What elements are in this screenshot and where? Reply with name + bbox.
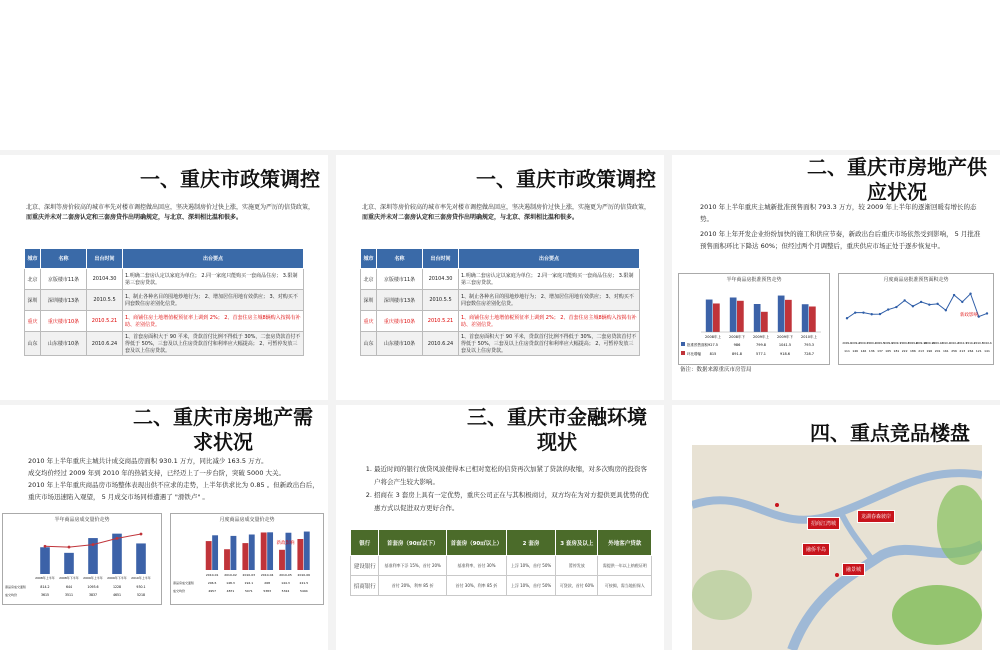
data-label: 121 [975, 349, 982, 353]
tick-label: 2010年上半年 [131, 576, 151, 580]
data-label: 986 [733, 343, 741, 347]
tick-label: 2008年上半年 [35, 576, 55, 580]
badge-label: 新政影响 [276, 541, 295, 546]
legend-label: 成交均价 [173, 589, 186, 593]
supply-month-chart [838, 273, 994, 365]
policy-table [360, 248, 640, 356]
cell: 首付 30%，利率 85 折 [446, 576, 506, 596]
table-row [361, 269, 640, 290]
data-point [912, 305, 914, 307]
data-label: 213 [918, 349, 924, 353]
legend-label: 商品房成交面积 [173, 581, 195, 585]
slide-finance[interactable] [336, 405, 664, 650]
cell-city: 北京 [25, 269, 41, 290]
tick-label: 2009-8 [900, 342, 910, 345]
tick-label: 2009-4 [867, 342, 877, 345]
tick-label: 2010-06 [297, 573, 311, 577]
data-label: 144.3 [281, 581, 290, 585]
data-label: 5071 [245, 589, 253, 593]
tick-label: 2009-7 [891, 342, 902, 345]
cell-name: 重庆楼市10条 [41, 311, 87, 332]
data-label: 264 [967, 349, 974, 353]
chart-title: 半年商品房成交量价走势 [54, 517, 110, 523]
tick-label: 2009-10 [915, 342, 927, 345]
slide-title: 一、重庆市政策调控 [476, 167, 656, 191]
chart-svg [171, 514, 323, 604]
cell-points: 1、首套房面积大于 90 平米，贷款首付比例不得低于 30%，二套房贷款首付不得低于 50%，三套及以上住房贷款首付和利率应大幅提高； 2、可暂停发放三套及以上住房贷款。 [459, 332, 640, 356]
data-point [928, 303, 930, 305]
data-label: 186 [910, 349, 916, 353]
data-label: 3837 [88, 593, 98, 597]
intro-plain: 北京、深圳等房价较高的城市率先对楼市调控做出回应，坚决遏制房价过快上涨，实施更为严厉的信贷政策， [26, 204, 315, 211]
bar [206, 541, 212, 570]
cell-points: 1.明确二套房认定以家庭为单位； 2.同一家庭只能购买一套商品住房； 3.限制第三套房贷款。 [123, 269, 304, 290]
chart-svg [3, 514, 161, 604]
slide-title: 四、重点竞品楼盘 [810, 421, 970, 445]
data-label: 1041.5 [778, 343, 792, 347]
data-label: 161 [942, 349, 949, 353]
data-point [986, 312, 988, 314]
bar [279, 550, 285, 570]
tick-label: 2008年下 [729, 335, 745, 339]
cell-points: 1、制止各种名目的囤地炒地行为； 2、增加居住用地有效供应； 3、对购买不同套数住房差别化信贷。 [123, 290, 304, 311]
cell-date: 20104.30 [423, 269, 459, 290]
data-label: 5218 [136, 593, 146, 597]
data-point [887, 308, 889, 310]
data-label: 814.2 [40, 585, 50, 589]
bar [297, 539, 303, 570]
cell: 首付 20%，利率 85 折 [379, 576, 447, 596]
blank-header-area [0, 0, 1000, 150]
tick-label: 2009-9 [908, 342, 918, 345]
data-label: 196 [926, 349, 933, 353]
data-label: 3511 [64, 593, 74, 597]
data-label: 213 [959, 349, 966, 353]
tick-label: 2009-12 [932, 342, 944, 345]
chart-svg [839, 274, 993, 364]
tick-label: 2009年下 [777, 335, 793, 339]
competitor-map[interactable] [692, 445, 982, 650]
th-first-small: 首套房（90㎡以下） [379, 530, 447, 556]
tick-label: 2009-3 [858, 342, 869, 345]
list-item: 2. 招商在 3 套房上具有一定优势，重庆公司正在与其积极商讨，双方均在为对方提供更具优势的优惠方式以促进双方更好合作。 [374, 489, 650, 515]
intro-plain: 北京、深圳等房价较高的城市率先对楼市调控做出回应，坚决遏制房价过快上涨，实施更为严厉的信贷政策， [362, 204, 651, 211]
cell-city: 深圳 [361, 290, 377, 311]
tick-label: 2009-2 [850, 342, 860, 345]
data-label: 918.6 [779, 352, 791, 356]
demand-p2: 成交均价经过 2009 年到 2010 年的热销支持，已经迈上了一步台阶，突破 5000 大关。 [28, 469, 286, 477]
bar [136, 543, 146, 574]
data-label: 165 [885, 349, 892, 353]
cell-date: 2010.5.21 [87, 311, 123, 332]
bar [713, 303, 720, 332]
bar [242, 543, 248, 570]
bar [754, 304, 761, 332]
tick-label: 2010-05 [279, 573, 292, 577]
data-label: 4957 [208, 589, 216, 593]
tick-label: 2010-04 [260, 573, 274, 577]
tick-label: 2010-4 [965, 342, 976, 345]
map-label[interactable]: 招商江湾城 [807, 517, 840, 530]
th-points: 出台要点 [459, 249, 640, 269]
tick-label: 2010-2 [949, 342, 959, 345]
data-label: 4871 [226, 589, 235, 593]
bar [249, 535, 255, 570]
data-label: 5494 [300, 589, 308, 593]
chart-title: 月度商品房成交量价走势 [219, 517, 275, 523]
data-label: 221.5 [299, 581, 309, 585]
data-label: 146 [852, 349, 859, 353]
slide-policy-1[interactable] [0, 155, 328, 400]
bar [286, 533, 292, 570]
data-label: 3615 [40, 593, 50, 597]
slide-competitors[interactable] [672, 405, 1000, 650]
legend-swatch [681, 342, 685, 346]
data-label: 728.7 [803, 352, 815, 356]
tick-label: 2010-5 [974, 342, 984, 345]
bar [809, 306, 816, 332]
tick-label: 2009-11 [923, 342, 935, 345]
cell-name: 山东楼市10条 [377, 332, 423, 356]
cell-date: 2010.6.24 [87, 332, 123, 356]
data-label: 799.8 [755, 343, 767, 347]
map-label[interactable]: 龙湖春森彼岸 [857, 510, 895, 523]
cell-name: 山东楼市10条 [41, 332, 87, 356]
cell: 可按揭，需当地担保人 [598, 576, 652, 596]
tick-label: 2010-6 [982, 342, 992, 345]
th-first-large: 首套房（90㎡以上） [446, 530, 506, 556]
list-item: 1. 最近时间的银行放贷风波使得本已相对宽松的信贷再次加紧了贷款的收缩，对多次购房的投资客户将会产生较大影响。 [374, 463, 650, 489]
cell: 上浮 10%，首付 50% [506, 576, 555, 596]
th-date: 出台时间 [423, 249, 459, 269]
data-label: 111 [844, 349, 850, 353]
data-label: 148.3 [226, 581, 235, 585]
tick-label: 2008年下半年 [59, 576, 79, 580]
cell-points: 1、制止各种名目的囤地炒地行为； 2、增加居住用地有效供应； 3、对购买不同套数住房差别化信贷。 [459, 290, 640, 311]
data-label: 891.8 [731, 352, 743, 356]
bar [231, 536, 237, 570]
data-label: 5383 [263, 589, 271, 593]
intro-text [362, 203, 652, 223]
table-row [25, 290, 304, 311]
cell: 可贷款，首付 60% [556, 576, 598, 596]
cell-name: 京版楼市11条 [377, 269, 423, 290]
th-name: 名称 [377, 249, 423, 269]
table-row [361, 311, 640, 332]
policy-table [24, 248, 304, 356]
data-label: 1228 [112, 585, 122, 589]
legend-label: 批准预售面积 [687, 343, 708, 347]
cell: 上浮 10%，首付 50% [506, 556, 555, 576]
tick-label: 2009年上 [753, 335, 769, 339]
th-third: 3 套房及以上 [556, 530, 598, 556]
tick-label: 2010-1 [941, 342, 951, 345]
tick-label: 2010-02 [224, 573, 237, 577]
cell-city: 重庆 [25, 311, 41, 332]
map-label[interactable]: 融景城 [842, 563, 865, 576]
bar [802, 304, 809, 332]
data-point [879, 313, 881, 315]
data-label: 137 [877, 349, 883, 353]
data-point [945, 309, 947, 311]
data-label: 815 [709, 352, 717, 356]
green-area [892, 585, 982, 645]
cell-points: 1、商铺住房土地增值税预征率上调到 2%； 2、首套住房主城8辆购入按揭有补助、差别信贷。 [123, 311, 304, 332]
data-point [116, 537, 119, 540]
data-point [903, 299, 905, 301]
finance-list [360, 463, 650, 515]
data-label: 141 [984, 349, 990, 353]
cell-date: 2010.5.5 [423, 290, 459, 311]
cell-bank: 招商银行 [351, 576, 379, 596]
table-row [25, 311, 304, 332]
cell-city: 深圳 [25, 290, 41, 311]
badge-label: 新政影响 [960, 313, 978, 318]
bar [212, 535, 218, 570]
data-label: 222 [901, 349, 908, 353]
chart-svg [679, 274, 829, 364]
data-point [936, 303, 938, 305]
slide-title: 一、重庆市政策调控 [140, 167, 320, 191]
table-row [351, 576, 652, 596]
data-label: 5324 [281, 589, 290, 593]
demand-p1: 2010 年上半年重庆主城共计成交商品房面积 930.1 万方，同比减少 163.5 万方。 [28, 457, 268, 465]
cell: 暂停发放 [556, 556, 598, 576]
cell-date: 20104.30 [87, 269, 123, 290]
cell-date: 2010.5.5 [87, 290, 123, 311]
data-point [920, 301, 922, 303]
data-label: 136 [868, 349, 875, 353]
data-label: 930.1 [136, 585, 146, 589]
data-label: 192.1 [244, 581, 254, 585]
table-row [25, 332, 304, 356]
bar [261, 532, 267, 570]
th-second: 2 套房 [506, 530, 555, 556]
table-row [351, 556, 652, 576]
cell-city: 山东 [25, 332, 41, 356]
th-nonlocal: 外地客户贷款 [598, 530, 652, 556]
legend-swatch [681, 351, 685, 355]
tick-label: 2009年上半年 [83, 576, 103, 580]
th-city: 城市 [361, 249, 377, 269]
green-area [692, 570, 752, 620]
data-point [895, 306, 897, 308]
data-label: 927.5 [707, 343, 719, 347]
table-row [25, 269, 304, 290]
tick-label: 2009年下半年 [107, 576, 127, 580]
map-label[interactable]: 融侨半岛 [802, 543, 830, 556]
table-row [361, 290, 640, 311]
cell-city: 山东 [361, 332, 377, 356]
map-svg [692, 445, 982, 650]
data-point [92, 543, 95, 546]
slide-policy-2[interactable] [336, 155, 664, 400]
cell-bank: 建设银行 [351, 556, 379, 576]
bar [706, 300, 713, 332]
supply-p2: 2010 年上年开发企业纷纷加快的施工和供应节奏，新政出台后重庆市场依然受到影响， 5 月批准预售面积环比下降达 60%；但经过两个月调整后，重庆供应市场正处于逐步恢复中。 [700, 230, 981, 250]
cell-points: 1.明确二套房认定以家庭为单位； 2.同一家庭只能购买一套商品住房； 3.限制第三套房贷款。 [459, 269, 640, 290]
cell-date: 2010.5.21 [423, 311, 459, 332]
data-point [961, 301, 963, 303]
cell: 需提供一年以上纳税证明 [598, 556, 652, 576]
cell-city: 北京 [361, 269, 377, 290]
slide-title: 二、重庆市房地产需求状况 [133, 405, 313, 454]
cell-points: 1、商铺住房土地增值税预征率上调到 2%； 2、首套住房主城8辆购入按揭有补助、差别信贷。 [459, 311, 640, 332]
demand-p3: 2010 年上半年重庆商品房市场整体表现出供不应求的走势，上半年供求比为 0.85 。但新政出台后，重庆市场迅速陷入观望， 5 月成交市场同样遭遇了 "滑铁卢" 。 [28, 481, 319, 501]
slide-demand[interactable] [0, 405, 328, 650]
bar [40, 547, 50, 574]
intro-bold: 而重庆并未对二套房认定和三套房贷作出明确规定，与北京、深圳相比温和很多。 [26, 214, 243, 221]
data-label: 1093.6 [87, 585, 99, 589]
data-point [854, 311, 856, 313]
data-label: 146 [860, 349, 867, 353]
data-point [871, 313, 873, 315]
bar [785, 300, 792, 332]
cell-name: 重庆楼市10条 [377, 311, 423, 332]
cell-date: 2010.6.24 [423, 332, 459, 356]
intro-bold: 而重庆并未对二套房认定和三套房贷作出明确规定，与北京、深圳相比温和很多。 [362, 214, 579, 221]
cell-name: 京版楼市11条 [41, 269, 87, 290]
chart-title: 半年商品房批准预售走势 [726, 277, 782, 283]
tick-label: 2010-01 [205, 573, 219, 577]
data-source-note: 备注：数据来源重庆市房管局 [680, 367, 752, 373]
intro-text [26, 203, 316, 223]
cell-name: 深圳楼市13条 [41, 290, 87, 311]
data-label: 577.1 [755, 352, 767, 356]
data-point [846, 317, 848, 319]
data-point [140, 533, 143, 536]
bank-table [350, 529, 652, 596]
data-point [969, 293, 971, 295]
data-label: 206.5 [207, 581, 217, 585]
tick-label: 2010-03 [242, 573, 256, 577]
bar [778, 296, 785, 332]
data-label: 793.3 [803, 343, 815, 347]
bar [64, 553, 74, 574]
tick-label: 2010年上 [801, 335, 817, 339]
th-points: 出台要点 [123, 249, 304, 269]
location-pin-icon [835, 573, 839, 577]
cell-city: 重庆 [361, 311, 377, 332]
th-name: 名称 [41, 249, 87, 269]
bar [224, 549, 230, 570]
tick-label: 2008年上 [705, 335, 721, 339]
data-point [44, 545, 47, 548]
data-point [953, 294, 955, 296]
bar [737, 301, 744, 332]
tick-label: 2009-5 [875, 342, 885, 345]
data-label: 268 [264, 581, 271, 585]
chart-title: 月度商品房批准预售面积走势 [883, 277, 949, 283]
data-label: 181 [893, 349, 900, 353]
tick-label: 2009-6 [883, 342, 893, 345]
bar [730, 297, 737, 332]
bar [267, 532, 273, 570]
demand-half-chart [2, 513, 162, 605]
th-date: 出台时间 [87, 249, 123, 269]
legend-label: 成交均价 [5, 593, 18, 597]
data-label: 201 [934, 349, 941, 353]
table-row [361, 332, 640, 356]
data-label: 256 [951, 349, 957, 353]
data-label: 644 [65, 585, 73, 589]
tick-label: 2009-1 [842, 342, 852, 345]
th-city: 城市 [25, 249, 41, 269]
supply-half-chart [678, 273, 830, 365]
data-point [68, 546, 71, 549]
legend-label: 商品房成交面积 [5, 585, 27, 589]
supply-p1: 2010 年上半年重庆主城新批准预售面积 793.3 万方，较 2009 年上半年的逐渐回暖有增长的态势。 [700, 203, 977, 223]
bar [761, 312, 768, 332]
data-label: 4651 [112, 593, 122, 597]
bar [304, 532, 310, 570]
slide-title: 二、重庆市房地产供应状况 [807, 155, 987, 204]
data-point [862, 311, 864, 313]
demand-month-chart [170, 513, 324, 605]
tick-label: 2010-3 [957, 342, 967, 345]
location-pin-icon [775, 503, 779, 507]
cell: 基准利率，首付 30% [446, 556, 506, 576]
th-bank: 银行 [351, 530, 379, 556]
legend-label: 环比增幅 [687, 352, 701, 356]
cell: 基准利率下浮 15%，首付 20% [379, 556, 447, 576]
slide-title: 三、重庆市金融环境现状 [467, 405, 647, 454]
cell-points: 1、首套房面积大于 90 平米，贷款首付比例不得低于 30%，二套房贷款首付不得低于 50%，三套及以上住房贷款首付和利率应大幅提高； 2、可暂停发放三套及以上住房贷款。 [123, 332, 304, 356]
slide-supply[interactable] [672, 155, 1000, 400]
cell-name: 深圳楼市13条 [377, 290, 423, 311]
